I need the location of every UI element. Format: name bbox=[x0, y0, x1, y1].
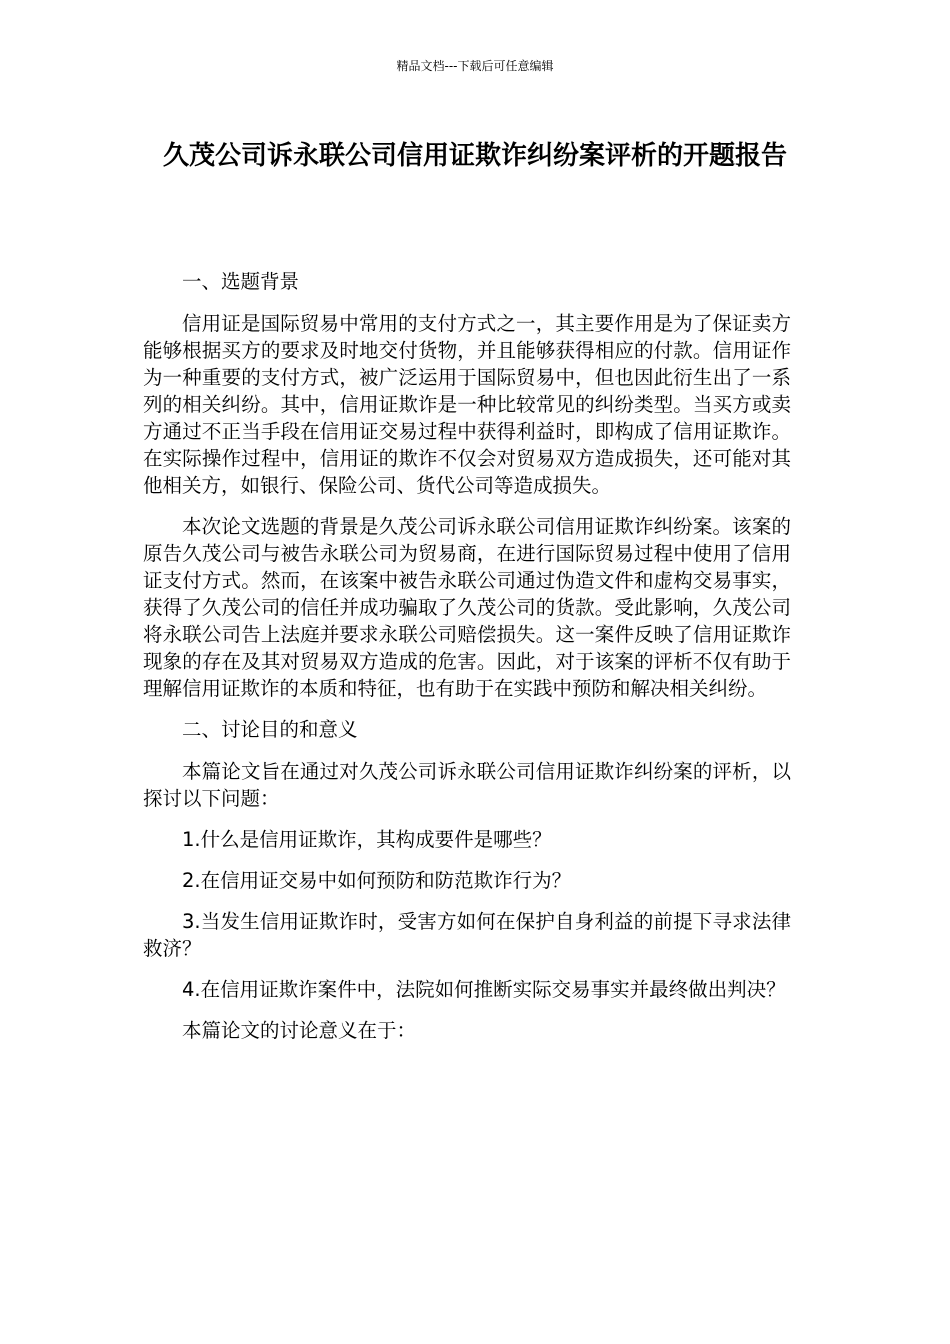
document-body bbox=[143, 268, 791, 1058]
document-title: 久茂公司诉永联公司信用证欺诈纠纷案评析的开题报告 bbox=[162, 141, 787, 171]
paragraph-significance-intro: 本篇论文的讨论意义在于： bbox=[182, 1019, 417, 1042]
paragraph-background-1: 信用证是国际贸易中常用的支付方式之一，其主要作用是为了保证卖方能够根据买方的要求及时地交付货物，并且能够获得相应的付款。信用证作为一种重要的支付方式，被广泛运用于国际贸易中，但也因此衍生出了一系列的相关纠纷。其中，信用证欺诈是一种比较常见的纠纷类型。当买方或卖方通过不正当手段在信用证交易过程中获得利益时，即构成了信用证欺诈。在实际操作过程中，信用证的欺诈不仅会对贸易双方造成损失，还可能对其他相关方，如银行、保险公司、货代公司等造成损失。 bbox=[143, 312, 791, 497]
question-item-3: 3.当发生信用证欺诈时，受害方如何在保护自身利益的前提下寻求法律救济？ bbox=[143, 910, 791, 960]
page-header: 精品文档---下载后可任意编辑 bbox=[396, 59, 554, 73]
paragraph-purpose-intro: 本篇论文旨在通过对久茂公司诉永联公司信用证欺诈纠纷案的评析，以探讨以下问题： bbox=[143, 760, 791, 810]
question-item-1: 1.什么是信用证欺诈，其构成要件是哪些？ bbox=[182, 828, 552, 851]
paragraph-background-2: 本次论文选题的背景是久茂公司诉永联公司信用证欺诈纠纷案。该案的原告久茂公司与被告永联公司为贸易商，在进行国际贸易过程中使用了信用证支付方式。然而，在该案中被告永联公司通过伪造文件和虚构交易事实，获得了久茂公司的信任并成功骗取了久茂公司的货款。受此影响，久茂公司将永联公司告上法庭并要求永联公司赔偿损失。这一案件反映了信用证欺诈现象的存在及其对贸易双方造成的危害。因此，对于该案的评析不仅有助于理解信用证欺诈的本质和特征，也有助于在实践中预防和解决相关纠纷。 bbox=[143, 515, 791, 700]
section-heading-background: 一、选题背景 bbox=[182, 270, 300, 293]
section-heading-purpose: 二、讨论目的和意义 bbox=[182, 718, 358, 741]
question-item-4: 4.在信用证欺诈案件中，法院如何推断实际交易事实并最终做出判决？ bbox=[182, 978, 786, 1001]
question-item-2: 2.在信用证交易中如何预防和防范欺诈行为？ bbox=[182, 869, 572, 892]
